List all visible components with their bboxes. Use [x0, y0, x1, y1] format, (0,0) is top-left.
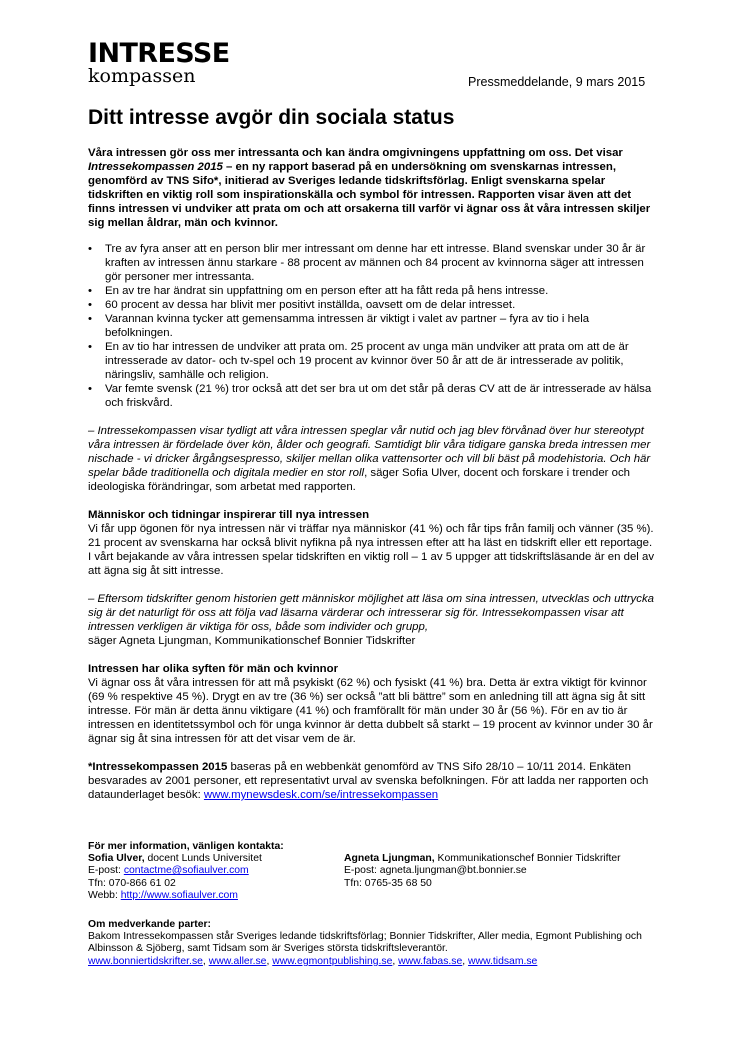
contact-phone: Tfn: 0765-35 68 50 — [344, 877, 432, 889]
list-item: • Varannan kvinna tycker att gemensamma intressen är viktigt i valet av partner – fyra av tio i hela befolkningen. — [88, 312, 658, 340]
list-item: • En av tre har ändrat sin uppfattning om en person efter att ha fått reda på hens intresse. — [88, 284, 658, 298]
contact-sofia-ulver — [88, 853, 344, 902]
footnote-text: baseras på en webbenkät genomförd av TNS Sifo 28/10 – 10/11 2014. Enkäten besvarades av 2001 personer, ett representativt urval av svenska befolkningen. För att ladda ner rapporten och dataunderlaget besök: — [88, 761, 649, 801]
list-item: • Tre av fyra anser att en person blir mer intressant om denne har ett intresse. Bland svenskar under 30 år är kraften av intressen ännu starkare - 88 procent av männen och 84 procent av kvinnorna säger att intressen gör personer mer intressanta. — [88, 242, 658, 284]
contact-phone: Tfn: 070-866 61 02 — [88, 877, 176, 889]
partner-link-fabas[interactable]: www.fabas.se — [398, 955, 463, 967]
partner-link-aller[interactable]: www.aller.se — [208, 955, 267, 967]
quote-sofia-ulver — [88, 424, 658, 494]
press-date: Pressmeddelande, 9 mars 2015 — [468, 75, 646, 89]
contact-name: Sofia Ulver, — [88, 853, 145, 865]
key-findings-list — [88, 242, 658, 410]
web-link[interactable]: http://www.sofiaulver.com — [120, 889, 238, 901]
contact-block — [88, 841, 668, 902]
contacts-row — [88, 853, 668, 902]
partner-link-tidsam[interactable]: www.tidsam.se — [468, 955, 538, 967]
contacts-heading: För mer information, vänligen kontakta: — [88, 841, 284, 852]
page-title: Ditt intresse avgör din sociala status — [88, 106, 455, 129]
quote-agneta-ljungman — [88, 592, 658, 648]
contact-email: E-post: agneta.ljungman@bt.bonnier.se — [344, 865, 527, 877]
list-item-continuation: • 60 procent av dessa har blivit mer positivt inställda, oavsett om de delar intresset. — [88, 298, 658, 312]
quote2-text: – Eftersom tidskrifter genom historien gett människor möjlighet att läsa om sina intressen, utvecklas och uttrycka sig är det naturligt för oss att följa vad läsarna värderar och intresserar sig för. Intressekompassen visar att intressen verkligen är viktiga för oss, både som individer och grupp, — [88, 593, 654, 633]
lead-text-2: – en ny rapport baserad på en undersökning om svenskarnas intressen, genomförd av TNS Sifo*, initierad av Sveriges ledande tidskriftsförlag. Enligt svenskarna spelar tidskriften en viktig roll som inspirationskälla och symbol för intressen. Rapporten visar även att det finns intressen vi undviker att prata om och att orsakerna till varför vi ägnar oss åt våra intressen skiljer sig mellan åldrar, män och kvinnor. — [88, 161, 651, 229]
contact-agneta-ljungman — [344, 853, 668, 902]
partner-links: www.bonniertidskrifter.se, www.aller.se, www.egmontpublishing.se, www.fabas.se, www.tidsam.se — [88, 955, 538, 967]
footnote-paragraph — [88, 760, 658, 802]
logo-sub-text: kompassen — [88, 65, 196, 87]
partners-heading: Om medverkande parter: — [88, 919, 212, 930]
web-label: Webb: — [88, 889, 121, 901]
section1-body: Vi får upp ögonen för nya intressen när vi träffar nya människor (41 %) och får tips från familj och vänner (35 %). 21 procent av svenskarna har också blivit nyfikna på nya intressen efter att ha läst en tidskrift eller ett reportage. I vårt bejakande av våra intressen spelar tidskriften en viktig roll – 1 av 5 uppger att tidskriftsläsande är en del av att ägna sig åt sitt intresse. — [88, 523, 655, 577]
contact-role: docent Lunds Universitet — [144, 853, 262, 865]
quote1-attribution: , säger Sofia Ulver, docent och forskare i trender och ideologiska förändringar, som arbetat med rapporten. — [88, 467, 630, 493]
list-item: • En av tio har intressen de undviker att prata om. 25 procent av unga män undviker att prata om att de är intresserade av dator- och tv-spel och 19 procent av kvinnor över 50 år att de är intresserade av politik, näringsliv, samhälle och religion. — [88, 340, 658, 382]
contact-name: Agneta Ljungman, — [344, 853, 435, 865]
quote1-text: – Intressekompassen visar tydligt att våra intressen speglar vår nutid och jag blev förvånad över hur stereotypt våra intressen är fördelade över kön, ålder och geografi. Samtidigt blir våra tidigare ganska breda intressen mer nischade - vi dricker årgångsespresso, skiljer mellan olika vattensorter och vill bli bäst på modehistoria. Och här spelar både traditionella och digitala medier en stor roll — [88, 425, 651, 479]
intressekompassen-logo — [88, 40, 230, 86]
quote2-attribution: säger Agneta Ljungman, Kommunikationschef Bonnier Tidskrifter — [88, 635, 416, 647]
partner-link-egmont[interactable]: www.egmontpublishing.se — [272, 955, 393, 967]
email-link[interactable]: contactme@sofiaulver.com — [123, 865, 249, 877]
section1-heading: Människor och tidningar inspirerar till nya intressen — [88, 509, 370, 521]
section2-heading: Intressen har olika syften för män och kvinnor — [88, 663, 339, 675]
logo-main-text: INTRESSE — [88, 38, 230, 69]
mynewsdesk-link[interactable]: www.mynewsdesk.com/se/intressekompassen — [203, 789, 439, 801]
partners-text: Bakom Intressekompassen står Sveriges ledande tidskriftsförlag; Bonnier Tidskrifter, Aller media, Egmont Publishing och Albinsson & Sjöberg, samt Tidsam som är Sveriges största tidskriftsleverantör. — [88, 931, 642, 955]
lead-report-name: Intressekompassen 2015 — [88, 161, 223, 173]
partner-link-bonnier[interactable]: www.bonniertidskrifter.se — [88, 955, 203, 967]
list-item: • Var femte svensk (21 %) tror också att det ser bra ut om det står på deras CV att de är intresserade av hälsa och friskvård. — [88, 382, 658, 410]
section2-body: Vi ägnar oss åt våra intressen för att må psykiskt (62 %) och fysiskt (41 %) bra. Detta är extra viktigt för kvinnor (69 % respektive 45 %). Drygt en av tre (36 %) ser också ”att bli bättre” som en anledning till att ägna sig åt sitt intresse. För män är detta ännu viktigare (41 %) och framförallt för män under 30 år (56 %). För en av tio är intressen en identitetssymbol och för unga kvinnor är detta dubbelt så starkt – 19 procent av kvinnor under 30 år ägnar sig åt sina intressen för att det visar vem de är. — [88, 677, 653, 745]
email-label: E-post: — [88, 865, 124, 877]
article-body — [88, 146, 658, 816]
partners-block — [88, 919, 668, 968]
lead-text-1: Våra intressen gör oss mer intressanta och kan ändra omgivningens uppfattning om oss. Det visar — [88, 147, 623, 159]
lead-paragraph — [88, 146, 658, 230]
contact-role: Kommunikationschef Bonnier Tidskrifter — [434, 853, 621, 865]
footnote-bold: *Intressekompassen 2015 — [88, 761, 228, 773]
